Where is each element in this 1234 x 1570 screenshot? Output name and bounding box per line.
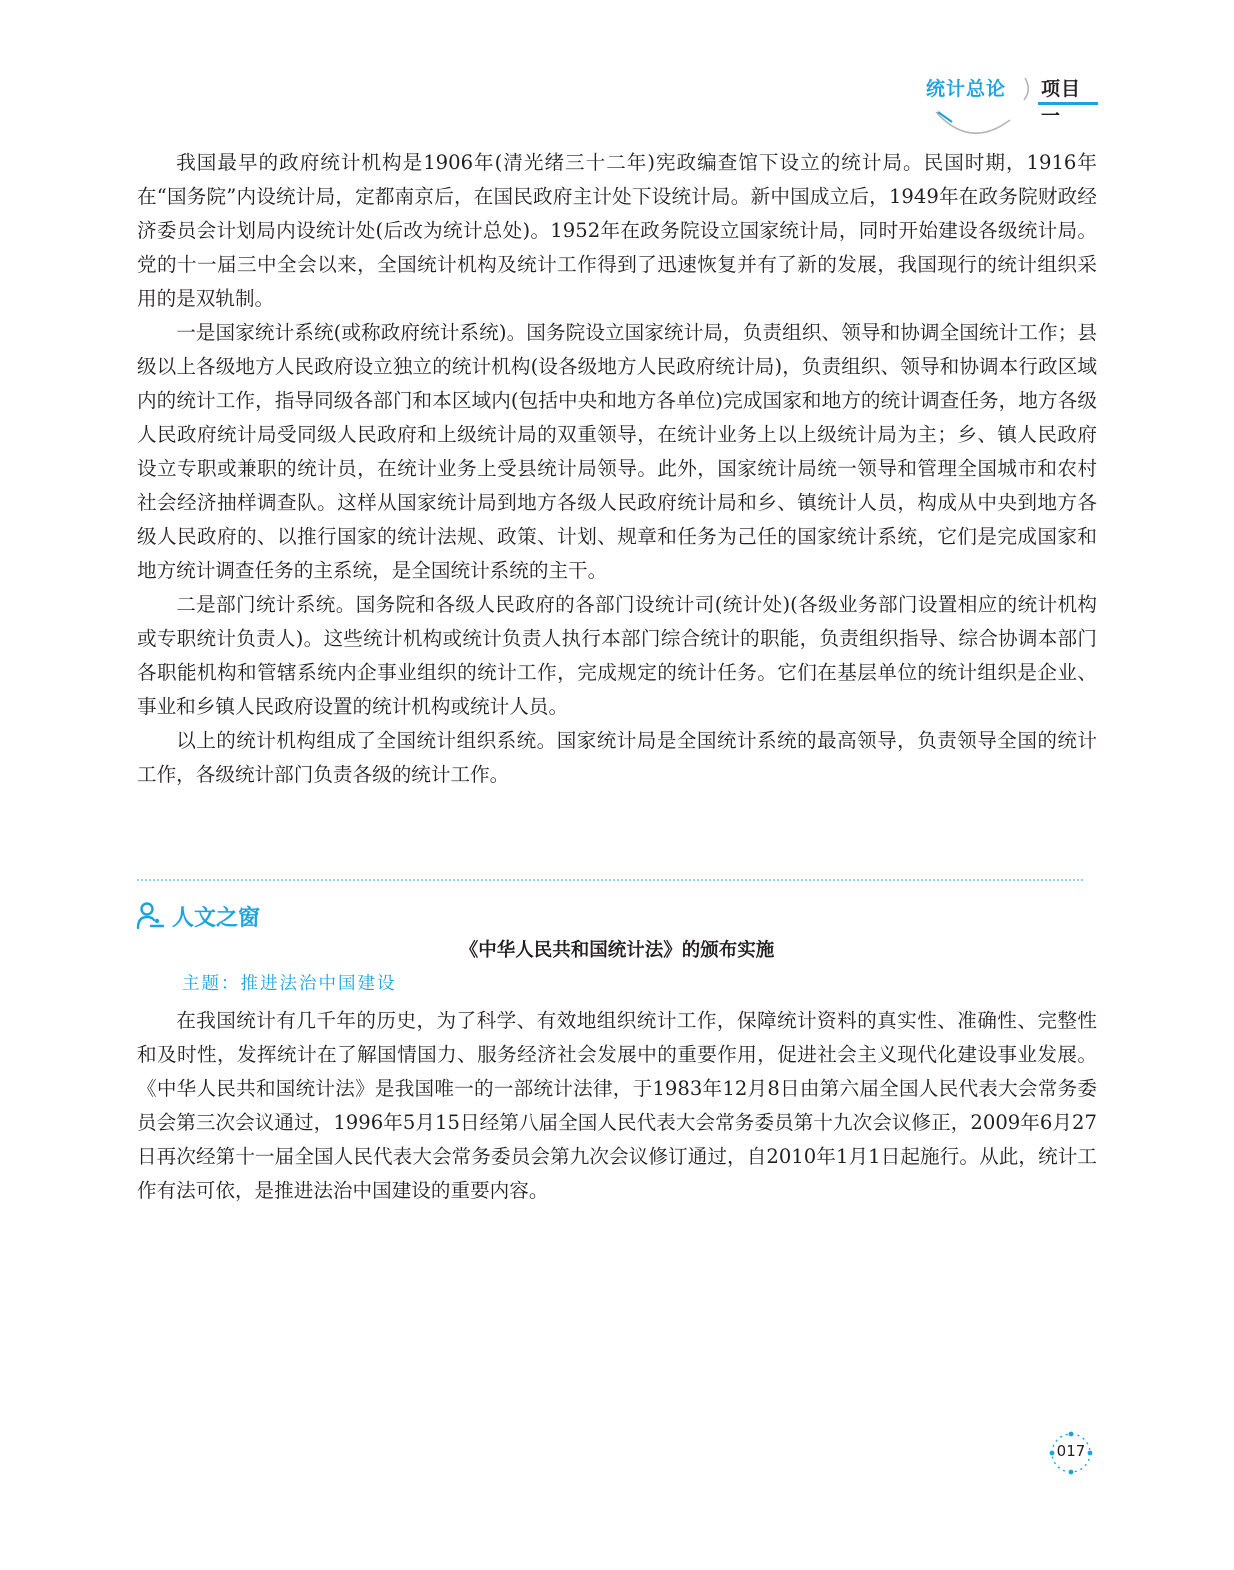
article-theme: 主题：推进法治中国建设 — [182, 974, 397, 994]
paragraph: 二是部门统计系统。国务院和各级人民政府的各部门设统计司(统计处)(各级业务部门设置相应的统计机构或专职统计负责人)。这些统计机构或统计负责人执行本部门综合统计的职能，负责组织指导、综合协调本部门各职能机构和管辖系统内企事业组织的统计工作，完成规定的统计任务。它们在基层单位的统计组织是企业、事业和乡镇人民政府设置的统计机构或统计人员。 — [137, 593, 1097, 718]
running-header — [900, 60, 1100, 140]
culture-window-text — [137, 1004, 1097, 1208]
header-underline — [1038, 102, 1098, 105]
page-number: 017 — [1056, 1442, 1086, 1460]
main-text — [137, 146, 1097, 792]
culture-window-heading — [136, 898, 260, 934]
paragraph: 一是国家统计系统(或称政府统计系统)。国务院设立国家统计局，负责组织、领导和协调全国统计工作；县级以上各级地方人民政府设立独立的统计机构(设各级地方人民政府统计局)，负责组织、领导和协调本行政区域内的统计工作，指导同级各部门和本区域内(包括中央和地方各单位)完成国家和地方的统计调查任务，地方各级人民政府统计局受同级人民政府和上级统计局的双重领导，在统计业务上以上级统计局为主；乡、镇人民政府设立专职或兼职的统计员，在统计业务上受县统计局领导。此外，国家统计局统一领导和管理全国城市和农村社会经济抽样调查队。这样从国家统计局到地方各级人民政府统计局和乡、镇统计人员，构成从中央到地方各级人民政府的、以推行国家的统计法规、政策、计划、规章和任务为己任的国家统计系统，它们是完成国家和地方统计调查任务的主系统，是全国统计系统的主干。 — [137, 321, 1097, 582]
paragraph: 在我国统计有几千年的历史，为了科学、有效地组织统计工作，保障统计资料的真实性、准确性、完整性和及时性，发挥统计在了解国情国力、服务经济社会发展中的重要作用，促进社会主义现代化建设事业发展。《中华人民共和国统计法》是我国唯一的一部统计法律，于1983年12月8日由第六届全国人民代表大会常务委员会第三次会议通过，1996年5月15日经第八届全国人民代表大会常务委员第十九次会议修正，2009年6月27日再次经第十一届全国人民代表大会常务委员会第九次会议修订通过，自2010年1月1日起施行。从此，统计工作有法可依，是推进法治中国建设的重要内容。 — [137, 1009, 1097, 1202]
page-number-badge — [1048, 1430, 1094, 1476]
person-icon — [136, 901, 166, 931]
article-title: 《中华人民共和国统计法》的颁布实施 — [459, 940, 775, 961]
paragraph: 我国最早的政府统计机构是1906年(清光绪三十二年)宪政编查馆下设立的统计局。民国时期，1916年在“国务院”内设统计局，定都南京后，在国民政府主计处下设统计局。新中国成立后，1949年在政务院财政经济委员会计划局内设统计处(后改为统计总处)。1952年在政务院设立国家统计局，同时开始建设各级统计局。党的十一届三中全会以来，全国统计机构及统计工作得到了迅速恢复并有了新的发展，我国现行的统计组织采用的是双轨制。 — [137, 151, 1097, 310]
section-divider — [137, 879, 1083, 881]
chapter-title: 统计总论 — [926, 78, 1007, 100]
culture-window-title: 人文之窗 — [172, 905, 261, 931]
paragraph: 以上的统计机构组成了全国统计组织系统。国家统计局是全国统计系统的最高领导，负责领导全国的统计工作，各级统计部门负责各级的统计工作。 — [137, 729, 1097, 786]
project-label: 项目一 — [1041, 78, 1082, 127]
